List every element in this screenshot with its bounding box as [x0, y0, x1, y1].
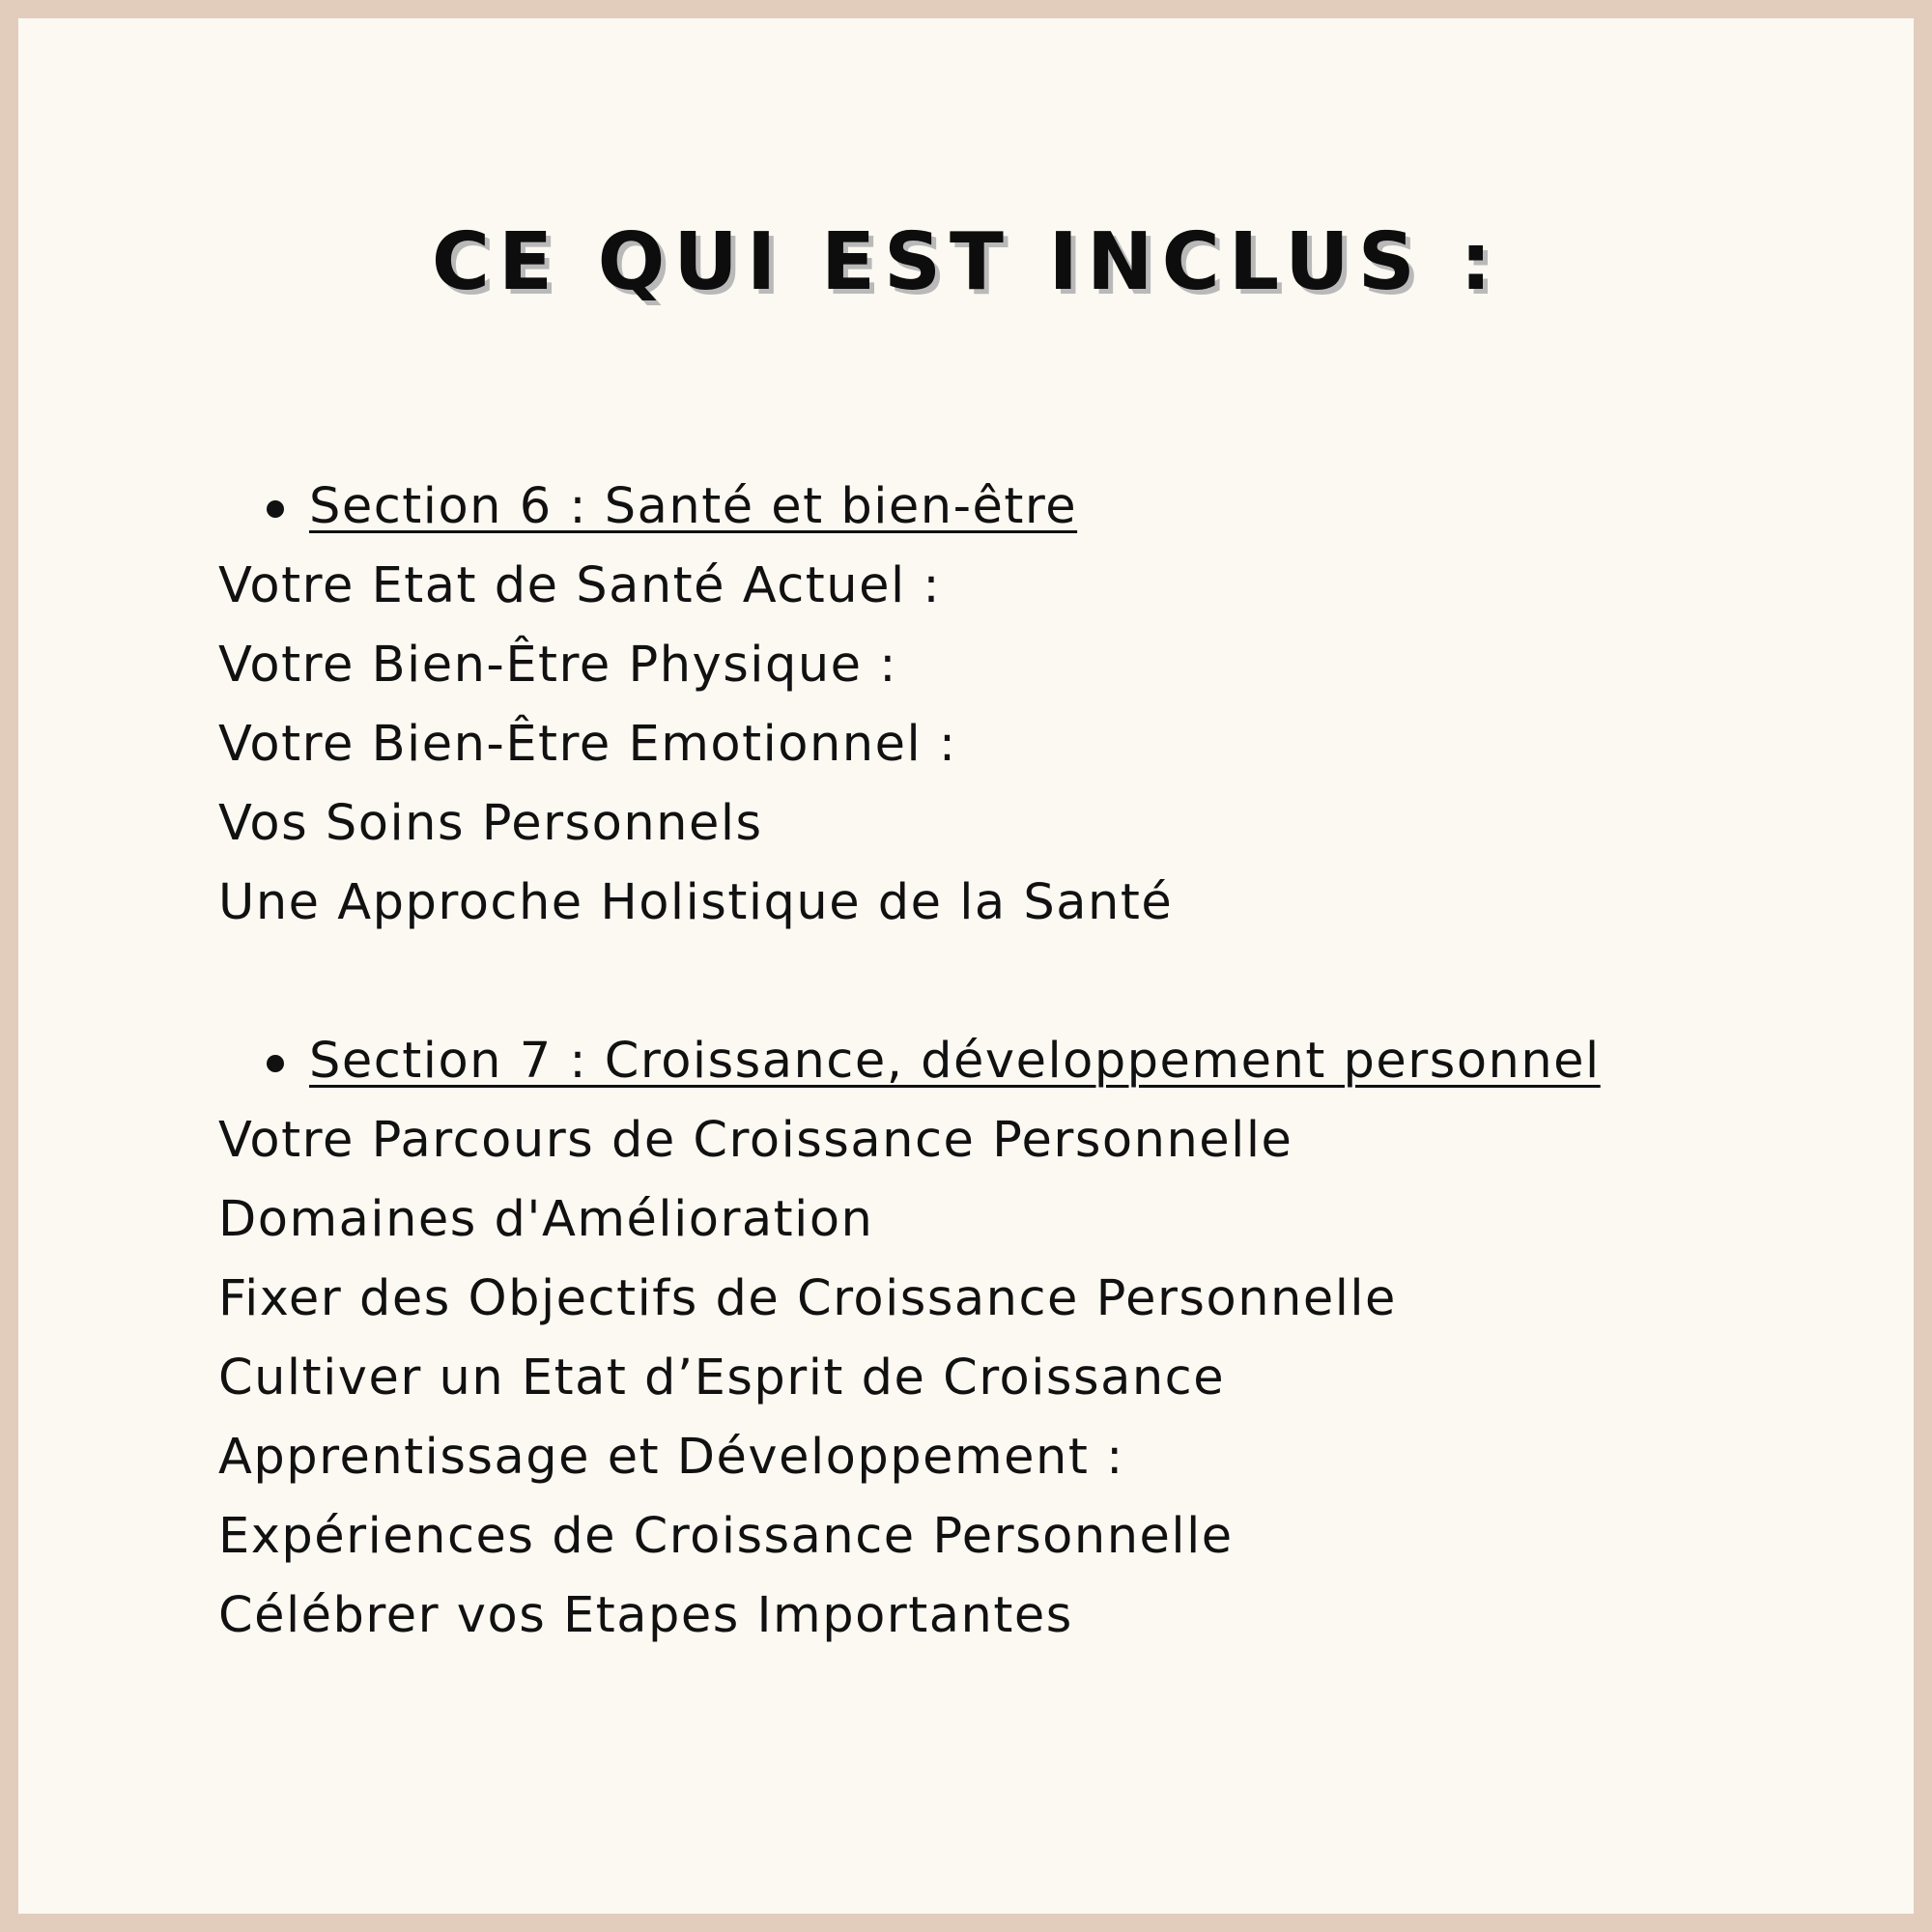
bullet-icon	[267, 1055, 284, 1072]
list-item: Vos Soins Personnels	[218, 795, 763, 852]
list-item: Domaines d'Amélioration	[218, 1191, 874, 1248]
list-item: Expériences de Croissance Personnelle	[218, 1508, 1234, 1565]
list-item: Fixer des Objectifs de Croissance Personnelle	[218, 1270, 1397, 1327]
list-item: Votre Etat de Santé Actuel :	[218, 557, 942, 614]
list-item: Une Approche Holistique de la Santé	[218, 874, 1174, 931]
list-item: Cultiver un Etat d’Esprit de Croissance	[218, 1350, 1226, 1406]
page-title: CE QUI EST INCLUS :	[431, 216, 1501, 308]
section-7-heading	[218, 1022, 1861, 1101]
content-list	[218, 468, 1861, 1656]
list-item: Votre Bien-Être Emotionnel :	[218, 716, 957, 773]
section-6-title: Section 6 : Santé et bien-être	[309, 478, 1078, 535]
section-spacer	[218, 943, 1861, 1022]
list-item: Célébrer vos Etapes Importantes	[218, 1587, 1073, 1644]
section-7-title: Section 7 : Croissance, développement personnel	[309, 1033, 1601, 1090]
list-item: Votre Parcours de Croissance Personnelle	[218, 1112, 1293, 1169]
section-6-heading	[218, 468, 1861, 547]
list-item: Votre Bien-Être Physique :	[218, 637, 897, 694]
list-item: Apprentissage et Développement :	[218, 1429, 1124, 1486]
bullet-icon	[267, 500, 284, 518]
